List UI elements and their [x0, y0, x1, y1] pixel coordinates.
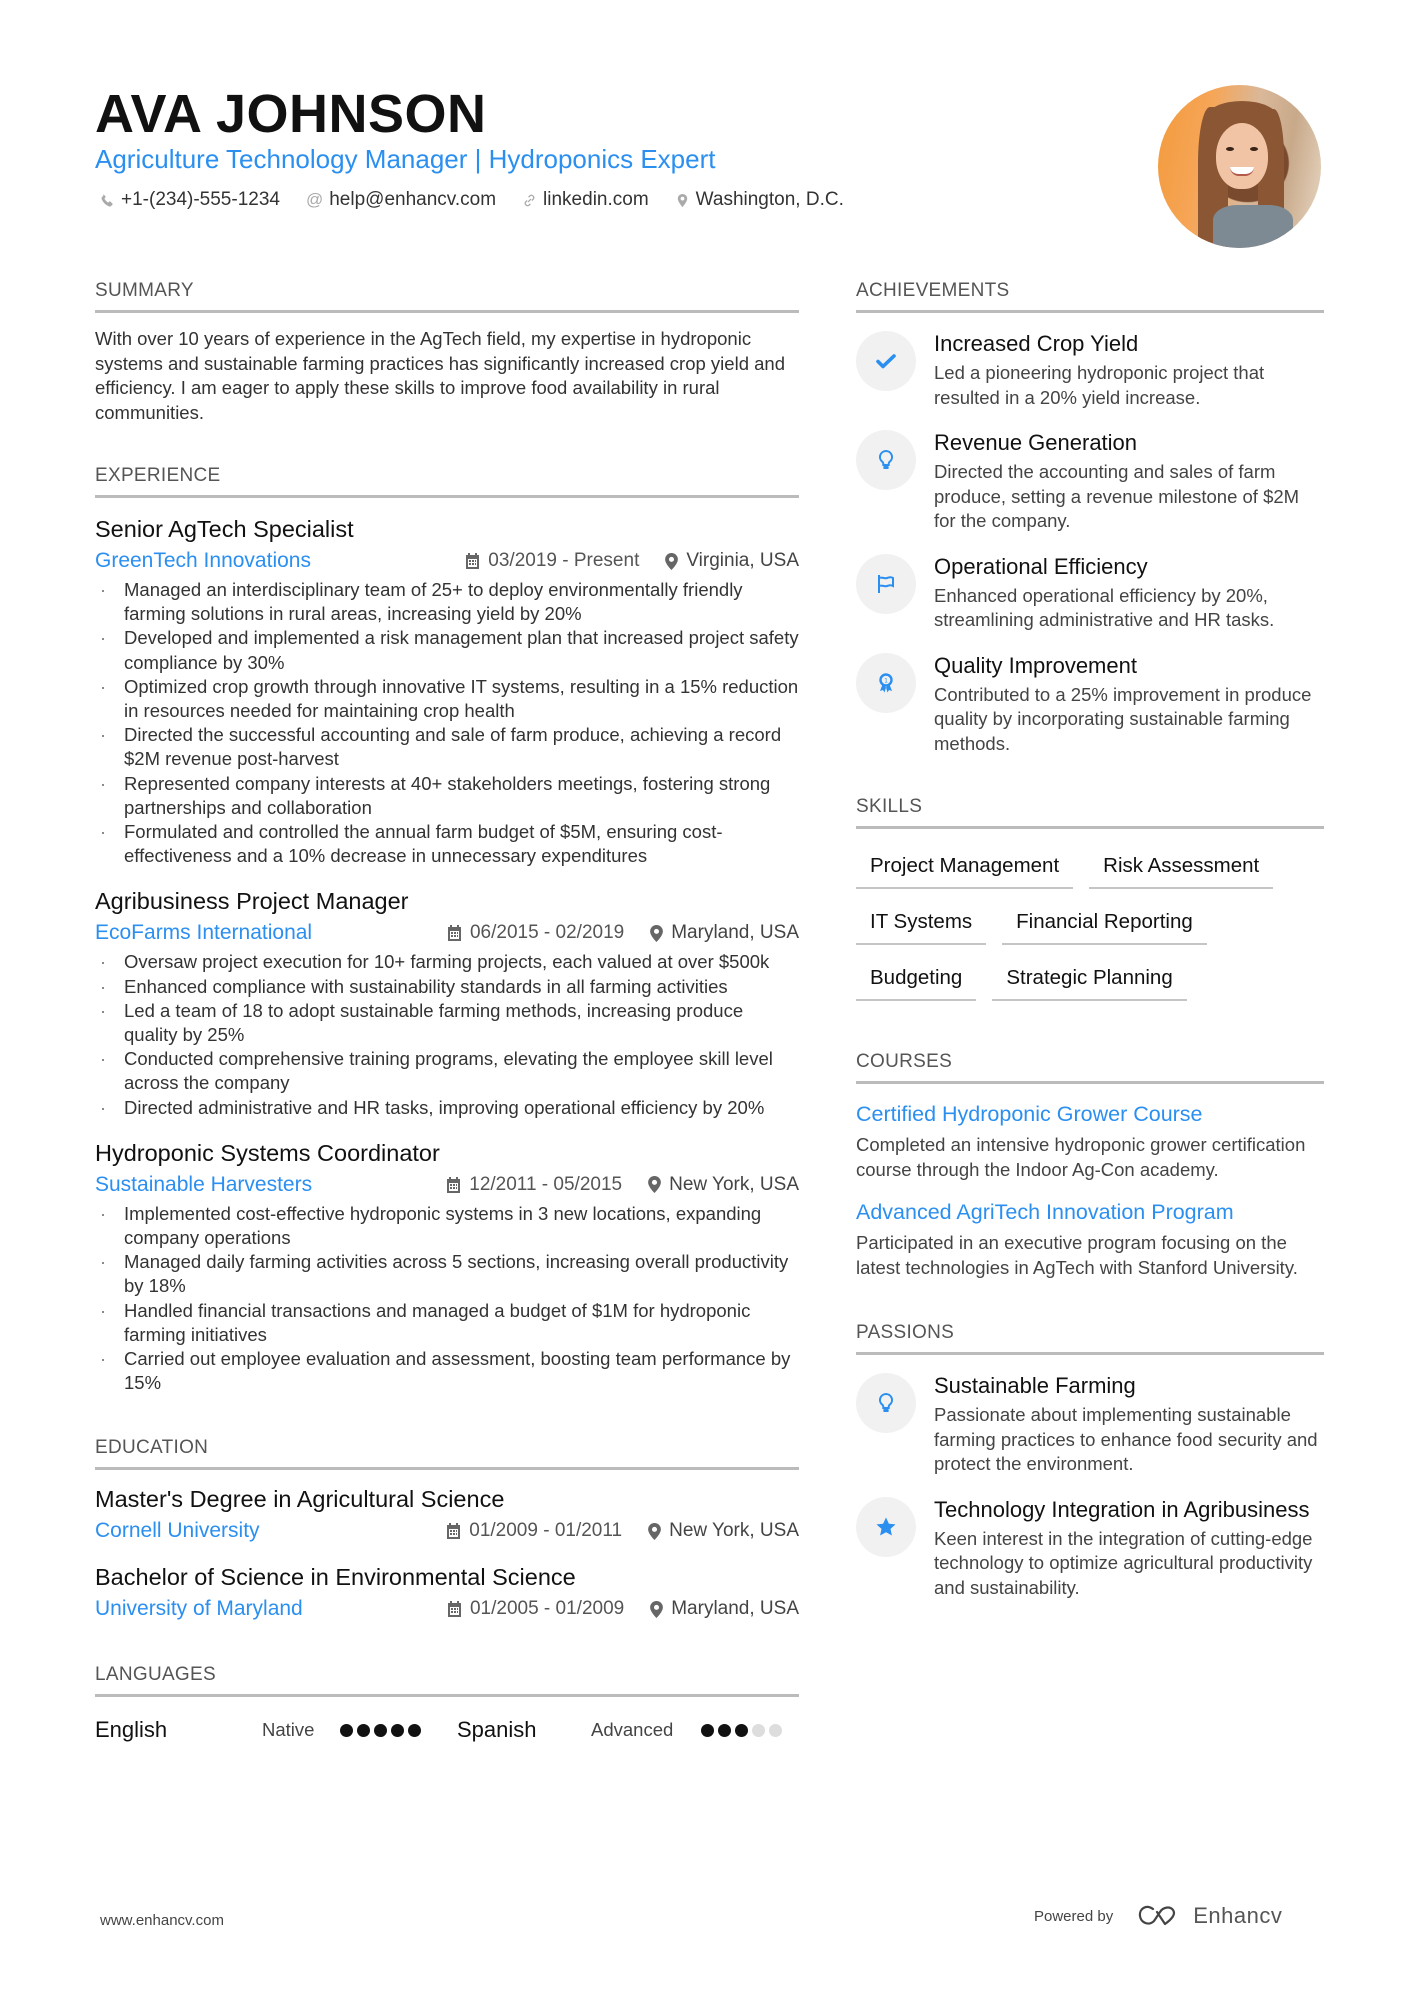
- powered-by-label: Powered by: [1034, 1907, 1114, 1925]
- phone-icon: [100, 193, 115, 208]
- section-title-skills: SKILLS: [856, 794, 1324, 829]
- calendar-icon: [447, 1601, 462, 1617]
- job-title: Senior AgTech Specialist: [95, 516, 354, 542]
- bullet-item: · Optimized crop growth through innovative IT systems, resulting in a 15% reduction in resources needed for maintaining crop health: [95, 675, 799, 723]
- bullet-item: · Represented company interests at 40+ stakeholders meetings, fostering strong partnerships and collaboration: [95, 772, 799, 820]
- job-location: Maryland, USA: [650, 920, 799, 946]
- lightbulb-icon: [856, 1373, 916, 1433]
- education-dates: 01/2009 - 01/2011: [446, 1518, 622, 1544]
- calendar-icon: [465, 553, 480, 569]
- at-icon: @: [305, 190, 324, 209]
- job-dates: 03/2019 - Present: [465, 548, 639, 574]
- achievement-title: Increased Crop Yield: [934, 331, 1139, 356]
- bullet-item: · Conducted comprehensive training programs, elevating the employee skill level across the company: [95, 1047, 799, 1095]
- course-item: [856, 1198, 1324, 1280]
- lightbulb-icon: [856, 430, 916, 490]
- job-entry: [95, 886, 799, 1119]
- left-column: [95, 278, 799, 1745]
- skills-list: [856, 847, 1324, 1001]
- passions-section: [856, 1320, 1324, 1600]
- skill-tag: Financial Reporting: [1002, 903, 1207, 945]
- passion-title: Technology Integration in Agribusiness: [934, 1496, 1310, 1522]
- enhancv-logo-icon: [1137, 1904, 1183, 1928]
- job-meta: [95, 548, 799, 574]
- job-entry: [95, 514, 799, 868]
- bullet-item: · Developed and implemented a risk management plan that increased project safety compliance by 30%: [95, 626, 799, 674]
- course-desc: Completed an intensive hydroponic grower certification course through the Indoor Ag-Con academy.: [856, 1134, 1306, 1180]
- contact-phone-text: +1-(234)-555-1234: [121, 189, 280, 210]
- achievement-title: Operational Efficiency: [934, 553, 1148, 579]
- language-proficiency-dots: [701, 1724, 782, 1737]
- bullet-item: · Directed administrative and HR tasks, improving operational efficiency by 20%: [95, 1096, 799, 1120]
- location-pin-icon: [665, 553, 678, 570]
- bullet-item: · Carried out employee evaluation and assessment, boosting team performance by 15%: [95, 1347, 799, 1395]
- award-ribbon-icon: [856, 653, 916, 713]
- job-title: Hydroponic Systems Coordinator: [95, 1139, 440, 1166]
- language-proficiency-dots: [340, 1724, 457, 1737]
- education-meta: [95, 1518, 799, 1544]
- section-title-courses: COURSES: [856, 1049, 1324, 1084]
- education-entry: [95, 1484, 799, 1544]
- course-item: [856, 1100, 1324, 1182]
- job-entry: [95, 1138, 799, 1396]
- school-name[interactable]: University of Maryland: [95, 1597, 303, 1621]
- course-title[interactable]: Certified Hydroponic Grower Course: [856, 1102, 1203, 1126]
- job-title: Agribusiness Project Manager: [95, 888, 409, 915]
- location-pin-icon: [650, 1601, 663, 1618]
- passion-desc: Keen interest in the integration of cutting-edge technology to optimize agricultural productivity and sustainability.: [934, 1527, 1313, 1598]
- profile-photo: [1158, 85, 1321, 248]
- company-name[interactable]: Sustainable Harvesters: [95, 1172, 313, 1196]
- skill-tag: IT Systems: [856, 903, 986, 945]
- bullet-item: · Implemented cost-effective hydroponic systems in 3 new locations, expanding company operations: [95, 1202, 799, 1250]
- skill-tag: Strategic Planning: [992, 959, 1186, 1001]
- star-icon: [856, 1497, 916, 1557]
- bullet-item: · Oversaw project execution for 10+ farming projects, each valued at over $500k: [95, 950, 799, 974]
- skill-tag: Project Management: [856, 847, 1073, 889]
- education-location: Maryland, USA: [650, 1596, 799, 1622]
- passion-desc: Passionate about implementing sustainable farming practices to enhance food security and protect the environment.: [934, 1404, 1318, 1474]
- contact-email[interactable]: [306, 189, 496, 211]
- flag-icon: [856, 554, 916, 614]
- degree-title: Bachelor of Science in Environmental Science: [95, 1564, 576, 1591]
- job-dates: 06/2015 - 02/2019: [447, 920, 624, 946]
- section-title-achievements: ACHIEVEMENTS: [856, 278, 1324, 313]
- achievement-title: Quality Improvement: [934, 652, 1137, 678]
- contact-phone[interactable]: [100, 189, 280, 211]
- language-level: Advanced: [591, 1719, 674, 1741]
- course-desc: Participated in an executive program focusing on the latest technologies in AgTech with Stanford University.: [856, 1232, 1298, 1278]
- achievement-desc: Enhanced operational efficiency by 20%, streamlining administrative and HR tasks.: [934, 584, 1275, 630]
- section-title-summary: SUMMARY: [95, 278, 799, 313]
- svg-text:1: 1: [884, 677, 888, 684]
- location-pin-icon: [650, 925, 663, 942]
- location-pin-icon: [648, 1523, 661, 1540]
- achievement-item: [856, 651, 1324, 757]
- course-title[interactable]: Advanced AgriTech Innovation Program: [856, 1200, 1234, 1224]
- education-dates: 01/2005 - 01/2009: [447, 1596, 624, 1622]
- skills-section: [856, 794, 1324, 1001]
- job-location: Virginia, USA: [665, 548, 799, 574]
- achievements-section: [856, 278, 1324, 756]
- section-title-passions: PASSIONS: [856, 1320, 1324, 1355]
- passion-item: [856, 1371, 1324, 1477]
- achievement-item: [856, 428, 1324, 534]
- bullet-item: · Enhanced compliance with sustainability standards in all farming activities: [95, 975, 799, 999]
- job-dates: 12/2011 - 05/2015: [446, 1172, 622, 1198]
- experience-section: [95, 463, 799, 1395]
- job-bullets: [95, 950, 799, 1119]
- passion-item: [856, 1495, 1324, 1601]
- contact-linkedin-text: linkedin.com: [543, 189, 649, 210]
- link-icon: [522, 193, 537, 208]
- achievement-desc: Directed the accounting and sales of farm produce, setting a revenue milestone of $2M for the company.: [934, 461, 1300, 531]
- section-title-education: EDUCATION: [95, 1435, 799, 1470]
- school-name[interactable]: Cornell University: [95, 1519, 260, 1543]
- courses-section: [856, 1049, 1324, 1280]
- contact-bar: [100, 189, 844, 211]
- achievement-title: Revenue Generation: [934, 430, 1138, 455]
- achievement-desc: Led a pioneering hydroponic project that resulted in a 20% yield increase.: [934, 362, 1265, 408]
- language-name: Spanish: [457, 1717, 537, 1743]
- candidate-name: AVA JOHNSON: [95, 84, 487, 144]
- job-location: New York, USA: [648, 1172, 799, 1198]
- contact-email-text: help@enhancv.com: [329, 189, 497, 210]
- languages-row: [95, 1715, 799, 1745]
- bullet-item: · Handled financial transactions and managed a budget of $1M for hydroponic farming initiatives: [95, 1299, 799, 1347]
- bullet-item: · Managed an interdisciplinary team of 25+ to deploy environmentally friendly farming solutions in rural areas, increasing yield by 20%: [95, 578, 799, 626]
- job-bullets: [95, 1202, 799, 1396]
- contact-linkedin[interactable]: [522, 189, 649, 211]
- education-location: New York, USA: [648, 1518, 799, 1544]
- education-section: [95, 1435, 799, 1622]
- language-name: English: [95, 1717, 168, 1743]
- achievement-desc: Contributed to a 25% improvement in produce quality by incorporating sustainable farming methods.: [934, 683, 1312, 754]
- education-entry: [95, 1562, 799, 1622]
- contact-location-text: Washington, D.C.: [695, 189, 844, 210]
- footer-website[interactable]: www.enhancv.com: [100, 1912, 224, 1929]
- passion-title: Sustainable Farming: [934, 1373, 1136, 1398]
- summary-text: With over 10 years of experience in the AgTech field, my expertise in hydroponic systems and sustainable farming practices has significantly increased crop yield and efficiency. I am eager to apply these skills to improve food availability in rural communities.: [95, 328, 785, 423]
- bullet-item: · Formulated and controlled the annual farm budget of $5M, ensuring cost-effectiveness and a 10% decrease in unnecessary expenditures: [95, 820, 799, 868]
- enhancv-logo[interactable]: [1137, 1903, 1282, 1929]
- checkmark-icon: [856, 331, 916, 391]
- candidate-headline: Agriculture Technology Manager | Hydroponics Expert: [95, 144, 716, 174]
- footer-branding: [1034, 1903, 1282, 1929]
- section-title-languages: LANGUAGES: [95, 1662, 799, 1697]
- languages-section: [95, 1662, 799, 1745]
- job-bullets: [95, 578, 799, 868]
- bullet-item: · Led a team of 18 to adopt sustainable farming methods, increasing produce quality by 25%: [95, 999, 799, 1047]
- job-meta: [95, 1172, 799, 1198]
- education-meta: [95, 1596, 799, 1622]
- location-pin-icon: [675, 193, 690, 208]
- company-name[interactable]: GreenTech Innovations: [95, 549, 311, 572]
- achievement-item: [856, 552, 1324, 633]
- section-title-experience: EXPERIENCE: [95, 463, 799, 498]
- company-name[interactable]: EcoFarms International: [95, 921, 313, 945]
- degree-title: Master's Degree in Agricultural Science: [95, 1486, 505, 1513]
- calendar-icon: [447, 925, 462, 941]
- summary-section: [95, 278, 799, 425]
- skill-tag: Risk Assessment: [1089, 847, 1273, 889]
- brand-name: Enhancv: [1193, 1903, 1283, 1928]
- skill-tag: Budgeting: [856, 959, 976, 1001]
- calendar-icon: [446, 1177, 461, 1193]
- language-level: Native: [262, 1719, 315, 1741]
- right-column: [856, 278, 1324, 1600]
- bullet-item: · Directed the successful accounting and sale of farm produce, achieving a record $2M revenue post-harvest: [95, 723, 799, 771]
- job-meta: [95, 920, 799, 946]
- contact-location: [675, 189, 844, 211]
- bullet-item: · Managed daily farming activities across 5 sections, increasing overall productivity by 18%: [95, 1250, 799, 1298]
- location-pin-icon: [648, 1176, 661, 1193]
- calendar-icon: [446, 1523, 461, 1539]
- achievement-item: [856, 329, 1324, 410]
